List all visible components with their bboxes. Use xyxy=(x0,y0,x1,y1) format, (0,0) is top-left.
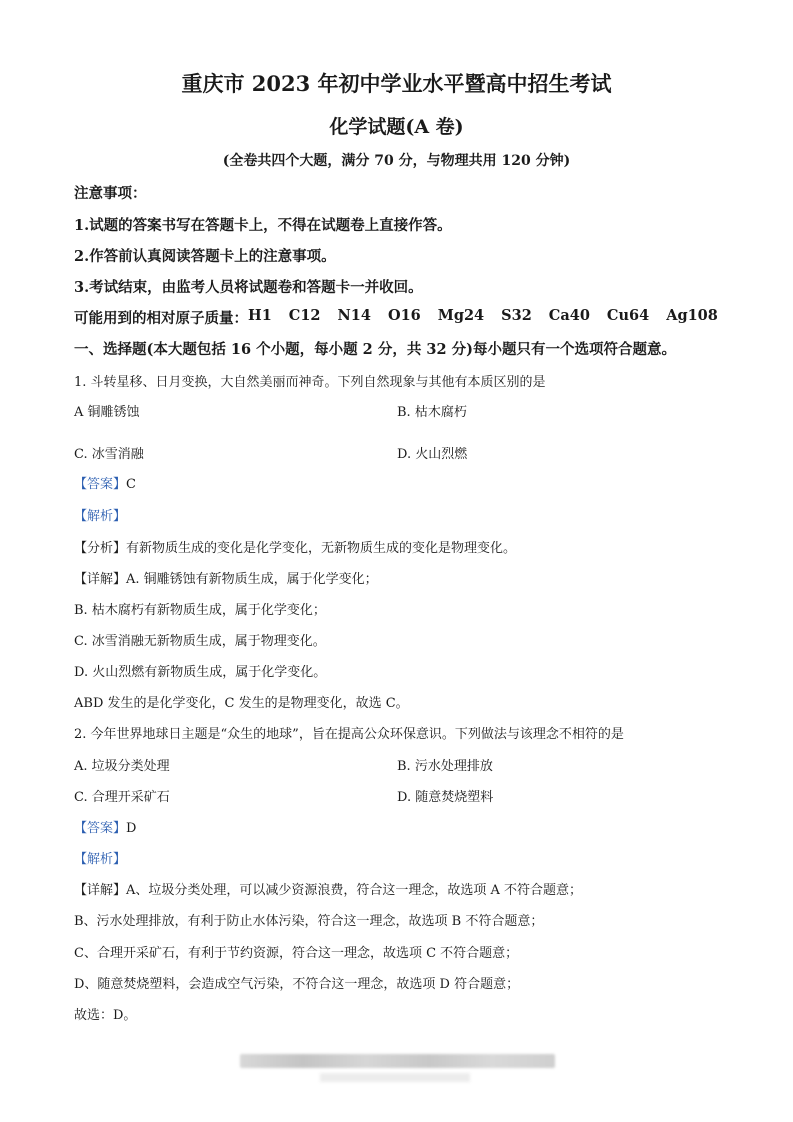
detail-line xyxy=(74,879,582,898)
atomic-mass-value: Cu64 xyxy=(606,307,650,324)
answer-value: C xyxy=(126,477,136,492)
section-heading: 一、选择题(本大题包括 16 个小题，每小题 2 分，共 32 分)每小题只有一个选项符合题意。 xyxy=(74,341,676,358)
blurred-footer xyxy=(240,1054,555,1068)
detail-tag: 【详解】 xyxy=(74,572,127,587)
option-c: C. 合理开采矿石 xyxy=(74,790,170,805)
detail-line: C、合理开采矿石，有利于节约资源，符合这一理念，故选项 C 不符合题意； xyxy=(74,946,519,961)
option-b: B. 污水处理排放 xyxy=(397,759,493,774)
detail-line: B、污水处理排放，有利于防止水体污染，符合这一理念，故选项 B 不符合题意； xyxy=(74,914,544,929)
detail-line: B. 枯木腐朽有新物质生成，属于化学变化； xyxy=(74,603,326,618)
notice-heading: 注意事项： xyxy=(74,185,147,202)
fenxi-tag: 【分析】 xyxy=(74,541,127,556)
answer-line xyxy=(74,817,136,836)
atomic-mass-value: Mg24 xyxy=(437,307,485,324)
blurred-footer-sub xyxy=(320,1073,470,1082)
paper-subtitle: 化学试题(A 卷) xyxy=(329,116,464,138)
exam-note: (全卷共四个大题，满分 70 分，与物理共用 120 分钟) xyxy=(222,153,571,169)
atomic-mass-value: H1 xyxy=(248,307,272,324)
fenxi-text: 有新物质生成的变化是化学变化，无新物质生成的变化是物理变化。 xyxy=(126,541,517,556)
page-title: 重庆市 2023 年初中学业水平暨高中招生考试 xyxy=(181,71,612,96)
answer-value: D xyxy=(126,821,137,836)
question-stem: 2. 今年世界地球日主题是“众生的地球”，旨在提高公众环保意识。下列做法与该理念不相符的是 xyxy=(74,727,624,742)
option-c: C. 冰雪消融 xyxy=(74,447,144,462)
detail-line: D. 火山烈燃有新物质生成，属于化学变化。 xyxy=(74,665,327,680)
notice-item: 1.试题的答案书写在答题卡上，不得在试题卷上直接作答。 xyxy=(74,217,452,234)
fenxi-line xyxy=(74,537,516,556)
option-b: B. 枯木腐朽 xyxy=(397,405,467,420)
option-a: A. 垃圾分类处理 xyxy=(74,759,170,774)
notice-item: 2.作答前认真阅读答题卡上的注意事项。 xyxy=(74,248,336,265)
answer-tag: 【答案】 xyxy=(74,821,127,836)
atomic-mass-value: O16 xyxy=(387,307,421,324)
notice-item: 3.考试结束，由监考人员将试题卷和答题卡一并收回。 xyxy=(74,279,423,296)
detail-line: D、随意焚烧塑料，会造成空气污染，不符合这一理念，故选项 D 符合题意； xyxy=(74,977,520,992)
atomic-mass-value: Ag108 xyxy=(666,307,718,324)
detail-text: A. 铜雕锈蚀有新物质生成，属于化学变化； xyxy=(126,572,378,587)
analysis-tag: 【解析】 xyxy=(74,852,127,867)
atomic-mass-row xyxy=(74,307,718,328)
detail-line xyxy=(74,568,378,587)
analysis-tag: 【解析】 xyxy=(74,509,127,524)
option-d: D. 火山烈燃 xyxy=(397,447,468,462)
option-d: D. 随意焚烧塑料 xyxy=(397,790,494,805)
atomic-mass-value: S32 xyxy=(501,307,532,324)
question-stem: 1. 斗转星移、日月变换，大自然美丽而神奇。下列自然现象与其他有本质区别的是 xyxy=(74,375,546,390)
answer-line xyxy=(74,473,136,492)
detail-text: A、垃圾分类处理，可以减少资源浪费，符合这一理念，故选项 A 不符合题意； xyxy=(126,883,583,898)
detail-tag: 【详解】 xyxy=(74,883,127,898)
detail-line: C. 冰雪消融无新物质生成，属于物理变化。 xyxy=(74,634,326,649)
detail-line: ABD 发生的是化学变化，C 发生的是物理变化，故选 C。 xyxy=(74,696,409,711)
detail-line: 故选：D。 xyxy=(74,1008,137,1023)
answer-tag: 【答案】 xyxy=(74,477,127,492)
atomic-mass-value: N14 xyxy=(337,307,371,324)
option-a: A 铜雕锈蚀 xyxy=(74,405,140,420)
atomic-mass-value: Ca40 xyxy=(548,307,590,324)
atomic-mass-value: C12 xyxy=(288,307,321,324)
atomic-mass-label: 可能用到的相对原子质量： xyxy=(74,310,248,327)
